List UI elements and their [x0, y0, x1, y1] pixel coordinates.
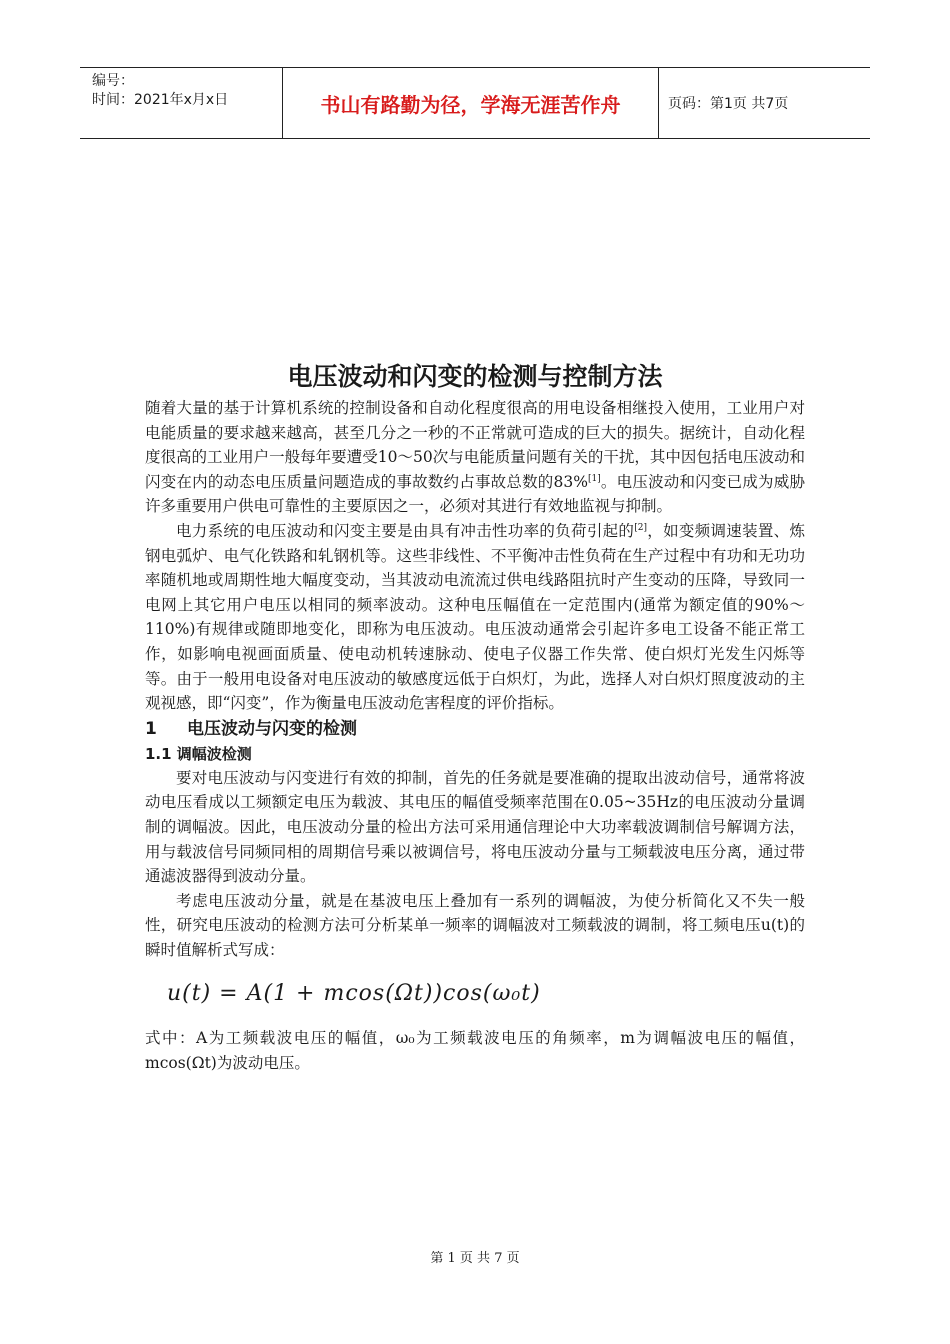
paragraph-causes: 电力系统的电压波动和闪变主要是由具有冲击性功率的负荷引起的[2]，如变频调速装置、炼钢电弧炉、电气化铁路和轧钢机等。这些非线性、不平衡冲击性负荷在生产过程中有功和无功功率随机地或周期性地大幅度变动，当其波动电流流过供电线路阻抗时产生变动的压降，导致同一电网上其它用户电压以相同的频率波动。这种电压幅值在一定范围内(通常为额定值的90%～110%)有规律或随即地变化，即称为电压波动。电压波动通常会引起许多电工设备不能正常工作，如影响电视画面质量、使电动机转速脉动、使电子仪器工作失常、使白炽灯光发生闪烁等等。由于一般用电设备对电压波动的敏感度远低于白炽灯，为此，选择人对白炽灯照度波动的主观视感，即“闪变”，作为衡量电压波动危害程度的评价指标。: [145, 521, 805, 713]
header-motto: 书山有路勤为径，学海无涯苦作舟: [282, 68, 659, 138]
section-1-1-heading: 1.1 调幅波检测: [145, 744, 252, 763]
header-page-code: 页码：第1页 共7页: [668, 96, 789, 112]
formula-voltage: u(t) = A(1 + mcos(Ωt))cos(ω₀t): [167, 981, 541, 1007]
citation-1: [1]: [587, 473, 601, 484]
number-label: 编号：: [92, 73, 134, 89]
section-1-heading: 1 电压波动与闪变的检测: [145, 718, 357, 739]
time-label: 时间：2021年x月x日: [92, 92, 229, 108]
citation-2: [2]: [634, 522, 647, 533]
document-body: [145, 396, 805, 1076]
paragraph-definitions: 式中：A为工频载波电压的幅值，ω₀为工频载波电压的角频率，m为调幅波电压的幅值，mcos(Ωt)为波动电压。: [145, 1029, 805, 1073]
page-header: [80, 67, 870, 139]
document-title: 电压波动和闪变的检测与控制方法: [287, 362, 663, 391]
header-meta: [80, 68, 282, 138]
paragraph-detection: 要对电压波动与闪变进行有效的抑制，首先的任务就是要准确的提取出波动信号，通常将波动电压看成以工频额定电压为载波、其电压的幅值受频率范围在0.05~35Hz的电压波动分量调制的调幅波。因此，电压波动分量的检出方法可采用通信理论中大功率载波调制信号解调方法，用与载波信号同频同相的周期信号乘以被调信号，将电压波动分量与工频载波电压分离，通过带通滤波器得到波动分量。: [145, 768, 805, 886]
page-footer: 第 1 页 共 7 页: [430, 1251, 520, 1266]
paragraph-intro: 随着大量的基于计算机系统的控制设备和自动化程度很高的用电设备相继投入使用，工业用户对电能质量的要求越来越高，甚至几分之一秒的不正常就可造成的巨大的损失。据统计，自动化程度很高的工业用户一般每年要遭受10～50次与电能质量问题有关的干扰，其中因包括电压波动和闪变在内的动态电压质量问题造成的事故数约占事故总数的83%[1]。电压波动和闪变已成为威胁许多重要用户供电可靠性的主要原因之一，必须对其进行有效地监视与抑制。: [145, 399, 805, 516]
paragraph-analysis: 考虑电压波动分量，就是在基波电压上叠加有一系列的调幅波，为使分析简化又不失一般性，研究电压波动的检测方法可分析某单一频率的调幅波对工频载波的调制，将工频电压u(t)的瞬时值解析式写成：: [145, 891, 805, 959]
